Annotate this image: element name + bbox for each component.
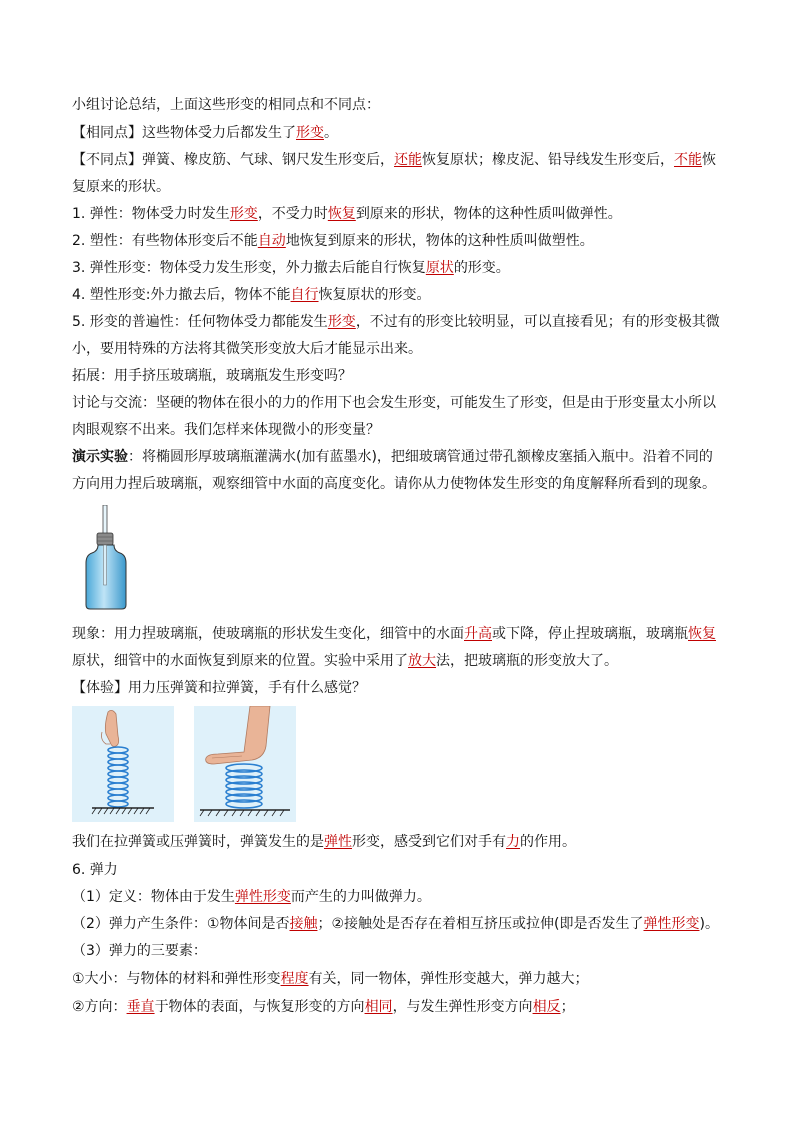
answer-blank: 形变 <box>296 125 324 141</box>
answer-blank: 弹性形变 <box>643 916 700 932</box>
plastic-deformation-definition: 4. 塑性形变:外力撤去后，物体不能自行恢复原状的形变。 <box>72 287 431 303</box>
answer-blank: 原状 <box>425 260 454 276</box>
elastic-force-three-elements: （3）弹力的三要素： <box>72 943 207 959</box>
glass-bottle-figure <box>80 505 132 611</box>
answer-blank: 力 <box>506 834 520 850</box>
answer-blank: 不能 <box>674 152 702 168</box>
phenomenon-line: 现象：用力捏玻璃瓶，使玻璃瓶的形状发生变化，细管中的水面升高或下降，停止捏玻璃瓶，玻璃瓶恢复 <box>72 626 716 642</box>
elastic-deformation-definition: 3. 弹性形变：物体受力发生形变，外力撤去后能自行恢复原状的形变。 <box>72 260 510 276</box>
elastic-force-definition: （1）定义：物体由于发生弹性形变而产生的力叫做弹力。 <box>72 889 431 905</box>
similarity-line: 【相同点】这些物体受力后都发生了形变。 <box>72 125 338 141</box>
answer-blank: 形变 <box>229 206 258 222</box>
answer-blank: 弹性 <box>324 834 352 850</box>
answer-blank: 升高 <box>464 626 492 642</box>
answer-blank: 弹性形变 <box>234 889 291 905</box>
discussion-exchange-cont: 肉眼观察不出来。我们怎样来体现微小的形变量？ <box>72 422 380 438</box>
phenomenon-line-cont: 原状，细管中的水面恢复到原来的位置。实验中采用了放大法，把玻璃瓶的形变放大了。 <box>72 653 618 669</box>
difference-line: 【不同点】弹簧、橡皮筋、气球、钢尺发生形变后，还能恢复原状；橡皮泥、铅导线发生形变后，不能恢 <box>72 152 716 168</box>
deformation-universality-cont: 小，要用特殊的方法将其微笑形变放大后才能显示出来。 <box>72 341 422 357</box>
discussion-exchange: 讨论与交流：坚硬的物体在很小的力的作用下也会发生形变，可能发生了形变，但是由于形变量太小所以 <box>72 395 716 411</box>
answer-blank: 放大 <box>408 653 436 669</box>
answer-blank: 还能 <box>394 152 422 168</box>
answer-blank: 接触 <box>289 916 318 932</box>
section-heading-elastic-force: 6. 弹力 <box>72 862 118 878</box>
spring-pull-figure <box>72 706 174 822</box>
experience-question: 【体验】用力压弹簧和拉弹簧，手有什么感觉？ <box>72 680 366 696</box>
answer-blank: 恢复 <box>327 206 356 222</box>
elastic-force-direction: ②方向：垂直于物体的表面，与恢复形变的方向相同，与发生弹性形变方向相反； <box>72 999 575 1015</box>
answer-blank: 自动 <box>257 233 286 249</box>
answer-blank: 程度 <box>280 971 309 987</box>
discussion-intro: 小组讨论总结，上面这些形变的相同点和不同点： <box>72 97 380 113</box>
demo-experiment: 演示实验：将椭圆形厚玻璃瓶灌满水(加有蓝墨水)，把细玻璃管通过带孔额橡皮塞插入瓶中。沿着不同的 <box>72 449 713 465</box>
spring-press-figure <box>194 706 296 822</box>
answer-blank: 恢复 <box>688 626 716 642</box>
elastic-force-conditions: （2）弹力产生条件：①物体间是否接触；②接触处是否存在着相互挤压或拉伸(即是否发生了弹性形变)。 <box>72 916 719 932</box>
spring-conclusion: 我们在拉弹簧或压弹簧时，弹簧发生的是弹性形变，感受到它们对手有力的作用。 <box>72 834 576 850</box>
answer-blank: 相同 <box>364 999 393 1015</box>
demo-experiment-cont: 方向用力捏后玻璃瓶，观察细管中水面的高度变化。请你从力使物体发生形变的角度解释所看到的现象。 <box>72 476 716 492</box>
difference-line-cont: 复原来的形状。 <box>72 179 170 195</box>
answer-blank: 形变 <box>327 314 356 330</box>
answer-blank: 相反 <box>532 999 561 1015</box>
answer-blank: 自行 <box>290 287 319 303</box>
extension-question: 拓展：用手挤压玻璃瓶，玻璃瓶发生形变吗？ <box>72 368 352 384</box>
elastic-force-magnitude: ①大小：与物体的材料和弹性形变程度有关，同一物体，弹性形变越大，弹力越大； <box>72 971 589 987</box>
deformation-universality: 5. 形变的普遍性：任何物体受力都能发生形变，不过有的形变比较明显，可以直接看见；有的形变极其微 <box>72 314 720 330</box>
answer-blank: 垂直 <box>126 999 155 1015</box>
elasticity-definition: 1. 弹性：物体受力时发生形变，不受力时恢复到原来的形状，物体的这种性质叫做弹性。 <box>72 206 622 222</box>
plasticity-definition: 2. 塑性：有些物体形变后不能自动地恢复到原来的形状，物体的这种性质叫做塑性。 <box>72 233 594 249</box>
